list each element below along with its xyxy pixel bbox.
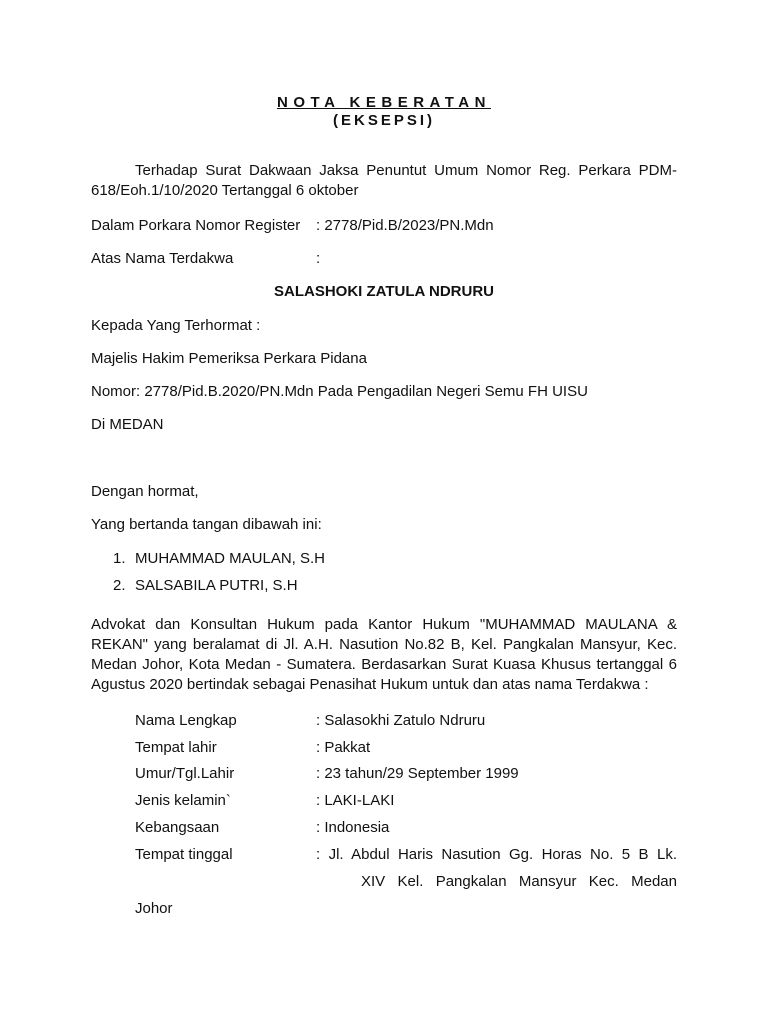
residence-line-2: XIV Kel. Pangkalan Mansyur Kec. Medan <box>361 873 677 890</box>
terdakwa-label: Atas Nama Terdakwa <box>91 250 234 267</box>
detail-label: Tempat lahir <box>135 739 217 756</box>
defendant-name: SALASHOKI ZATULA NDRURU <box>274 283 494 300</box>
addressee-line-3: Nomor: 2778/Pid.B.2020/PN.Mdn Pada Pengadilan Negeri Semu FH UISU <box>91 383 588 400</box>
detail-label: Jenis kelamin` <box>135 792 231 809</box>
signatory-name: MUHAMMAD MAULAN, S.H <box>135 550 326 567</box>
detail-value: : 23 tahun/29 September 1999 <box>316 765 519 782</box>
addressee-line-1: Kepada Yang Terhormat : <box>91 317 261 334</box>
list-item-number: 2. <box>113 577 126 594</box>
perkara-value: : 2778/Pid.B/2023/PN.Mdn <box>316 217 494 234</box>
residence-label: Tempat tinggal <box>135 846 233 863</box>
detail-value: : LAKI-LAKI <box>316 792 395 809</box>
greeting: Dengan hormat, <box>91 483 199 500</box>
detail-label: Nama Lengkap <box>135 712 237 729</box>
list-item-number: 1. <box>113 550 126 567</box>
detail-label: Umur/Tgl.Lahir <box>135 765 235 782</box>
residence-line-3: Johor <box>135 900 173 917</box>
residence-line-1: : Jl. Abdul Haris Nasution Gg. Horas No. 5 B Lk. <box>316 846 677 863</box>
document-title: NOTA KEBERATAN <box>277 94 491 111</box>
signatories-intro: Yang bertanda tangan dibawah ini: <box>91 516 322 533</box>
signatory-name: SALSABILA PUTRI, S.H <box>135 577 298 594</box>
document-subtitle: (EKSEPSI) <box>332 112 435 129</box>
detail-label: Kebangsaan <box>135 819 220 836</box>
terdakwa-value: : <box>316 250 321 267</box>
addressee-line-4: Di MEDAN <box>91 416 164 433</box>
detail-value: : Indonesia <box>316 819 390 836</box>
addressee-line-2: Majelis Hakim Pemeriksa Perkara Pidana <box>91 350 367 367</box>
detail-value: : Pakkat <box>316 739 371 756</box>
perkara-label: Dalam Porkara Nomor Register <box>91 217 301 234</box>
detail-value: : Salasokhi Zatulo Ndruru <box>316 712 486 729</box>
advokat-paragraph: Advokat dan Konsultan Hukum pada Kantor Hukum "MUHAMMAD MAULANA & REKAN" yang beralamat di Jl. A.H. Nasution No.82 B, Kel. Pangkalan Mansyur, Kec. Medan Johor, Kota Medan - Sumatera. Berdasarkan Surat Kuasa Khusus tertanggal 6 Agustus 2020 bertindak sebagai Penasihat Hukum untuk dan atas nama Terdakwa : <box>91 616 677 693</box>
intro-paragraph: Terhadap Surat Dakwaan Jaksa Penuntut Umum Nomor Reg. Perkara PDM-618/Eoh.1/10/2020 Tertanggal 6 oktober <box>91 162 677 199</box>
